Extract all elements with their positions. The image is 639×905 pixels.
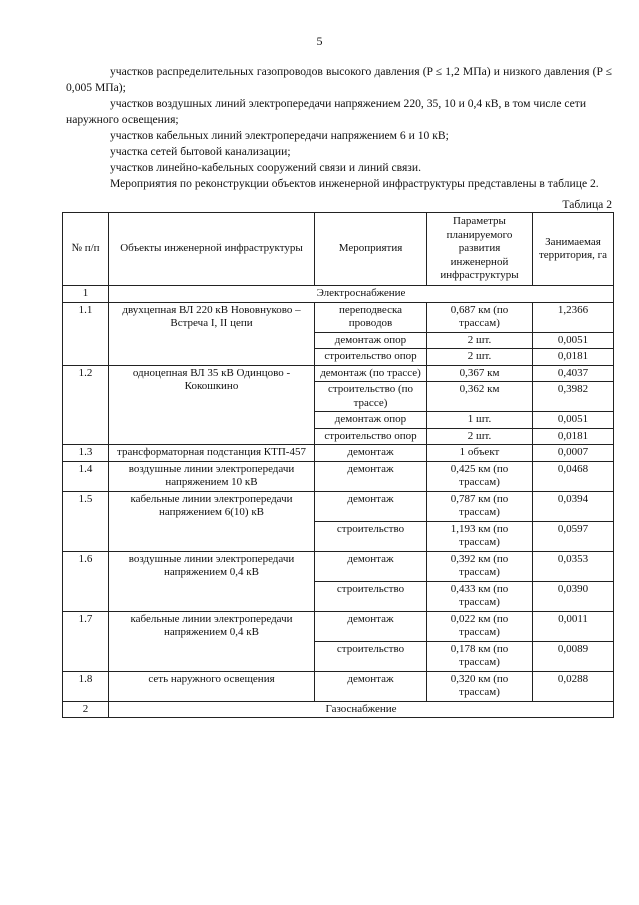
measure-area: 0,0089 [533, 641, 614, 671]
measure-action: строительство [315, 641, 427, 671]
measure-area: 0,0011 [533, 611, 614, 641]
measure-action: демонтаж [315, 611, 427, 641]
measure-area: 0,0181 [533, 428, 614, 445]
infrastructure-object: кабельные линии электропередачи напряжением 6(10) кВ [109, 491, 315, 551]
measure-parameter: 1,193 км (по трассам) [427, 521, 533, 551]
measure-action: строительство [315, 521, 427, 551]
table-row [63, 302, 614, 332]
measure-parameter: 0,687 км (по трассам) [427, 302, 533, 332]
section-title: Газоснабжение [109, 701, 614, 718]
infrastructure-object: сеть наружного освещения [109, 671, 315, 701]
header-area: Занимаемая территория, га [533, 213, 614, 286]
item-number: 1.1 [63, 302, 109, 365]
measure-action: демонтаж опор [315, 332, 427, 349]
page-number: 5 [316, 34, 323, 48]
table-header [63, 213, 614, 286]
measure-parameter: 2 шт. [427, 332, 533, 349]
measure-parameter: 0,392 км (по трассам) [427, 551, 533, 581]
infrastructure-object: двухцепная ВЛ 220 кВ Нововнуково – Встреча I, II цепи [109, 302, 315, 365]
measure-parameter: 1 объект [427, 445, 533, 462]
paragraph: участков воздушных линий электропередачи напряжением 220, 35, 10 и 0,4 кВ, в том числе сети наружного освещения; [66, 97, 587, 126]
item-number: 1.5 [63, 491, 109, 551]
table-row [63, 611, 614, 641]
measure-action: демонтаж опор [315, 412, 427, 429]
paragraph: участка сетей бытовой канализации; [110, 145, 291, 158]
measure-area: 0,0390 [533, 581, 614, 611]
measure-action: строительство (по трассе) [315, 382, 427, 412]
header-measure: Мероприятия [315, 213, 427, 286]
table-row [63, 365, 614, 382]
measure-action: демонтаж [315, 551, 427, 581]
table-row [63, 445, 614, 462]
measure-action: демонтаж [315, 491, 427, 521]
header-object: Объекты инженерной инфраструктуры [109, 213, 315, 286]
measure-parameter: 2 шт. [427, 349, 533, 366]
measure-parameter: 2 шт. [427, 428, 533, 445]
measure-parameter: 0,022 км (по трассам) [427, 611, 533, 641]
measure-action: переподвеска проводов [315, 302, 427, 332]
item-number: 1.3 [63, 445, 109, 462]
measure-area: 0,0353 [533, 551, 614, 581]
measure-area: 0,0394 [533, 491, 614, 521]
item-number: 1.7 [63, 611, 109, 671]
infrastructure-object: трансформаторная подстанция КТП-457 [109, 445, 315, 462]
infrastructure-object: одноцепная ВЛ 35 кВ Одинцово - Кокошкино [109, 365, 315, 445]
measure-action: демонтаж (по трассе) [315, 365, 427, 382]
measure-area: 0,0007 [533, 445, 614, 462]
table-body [63, 286, 614, 718]
table-row [63, 551, 614, 581]
item-number: 1.4 [63, 461, 109, 491]
infrastructure-object: воздушные линии электропередачи напряжением 0,4 кВ [109, 551, 315, 611]
paragraph: участков распределительных газопроводов высокого давления (P ≤ 1,2 МПа) и низкого давления (P ≤ 0,005 МПа); [66, 65, 612, 94]
paragraph: Мероприятия по реконструкции объектов инженерной инфраструктуры представлены в таблице 2. [110, 177, 599, 190]
measure-parameter: 0,425 км (по трассам) [427, 461, 533, 491]
measure-parameter: 0,367 км [427, 365, 533, 382]
measure-area: 0,0181 [533, 349, 614, 366]
measure-area: 0,0597 [533, 521, 614, 551]
measure-parameter: 0,362 км [427, 382, 533, 412]
table-row [63, 461, 614, 491]
measure-area: 0,4037 [533, 365, 614, 382]
measure-action: строительство [315, 581, 427, 611]
measure-area: 0,0051 [533, 412, 614, 429]
measure-area: 0,0051 [533, 332, 614, 349]
paragraph: участков линейно-кабельных сооружений связи и линий связи. [110, 161, 421, 174]
infrastructure-object: кабельные линии электропередачи напряжением 0,4 кВ [109, 611, 315, 671]
section-title: Электроснабжение [109, 286, 614, 303]
measure-area: 1,2366 [533, 302, 614, 332]
table-section-row [63, 286, 614, 303]
measure-parameter: 1 шт. [427, 412, 533, 429]
measure-area: 0,0288 [533, 671, 614, 701]
item-number: 1.2 [63, 365, 109, 445]
measure-action: строительство опор [315, 349, 427, 366]
measure-parameter: 0,178 км (по трассам) [427, 641, 533, 671]
header-number: № п/п [63, 213, 109, 286]
measure-action: демонтаж [315, 445, 427, 462]
infrastructure-table [62, 212, 614, 718]
paragraph: участков кабельных линий электропередачи напряжением 6 и 10 кВ; [110, 129, 449, 142]
table-section-row [63, 701, 614, 718]
table-row [63, 491, 614, 521]
item-number: 1.6 [63, 551, 109, 611]
measure-action: строительство опор [315, 428, 427, 445]
measure-parameter: 0,787 км (по трассам) [427, 491, 533, 521]
measure-action: демонтаж [315, 461, 427, 491]
section-number: 2 [63, 701, 109, 718]
body-text [66, 64, 612, 192]
infrastructure-object: воздушные линии электропередачи напряжением 10 кВ [109, 461, 315, 491]
measure-area: 0,3982 [533, 382, 614, 412]
section-number: 1 [63, 286, 109, 303]
table-row [63, 671, 614, 701]
measure-parameter: 0,433 км (по трассам) [427, 581, 533, 611]
item-number: 1.8 [63, 671, 109, 701]
measure-action: демонтаж [315, 671, 427, 701]
header-parameters: Параметры планируемого развития инженерной инфраструктуры [427, 213, 533, 286]
table-caption: Таблица 2 [562, 198, 612, 211]
measure-area: 0,0468 [533, 461, 614, 491]
measure-parameter: 0,320 км (по трассам) [427, 671, 533, 701]
